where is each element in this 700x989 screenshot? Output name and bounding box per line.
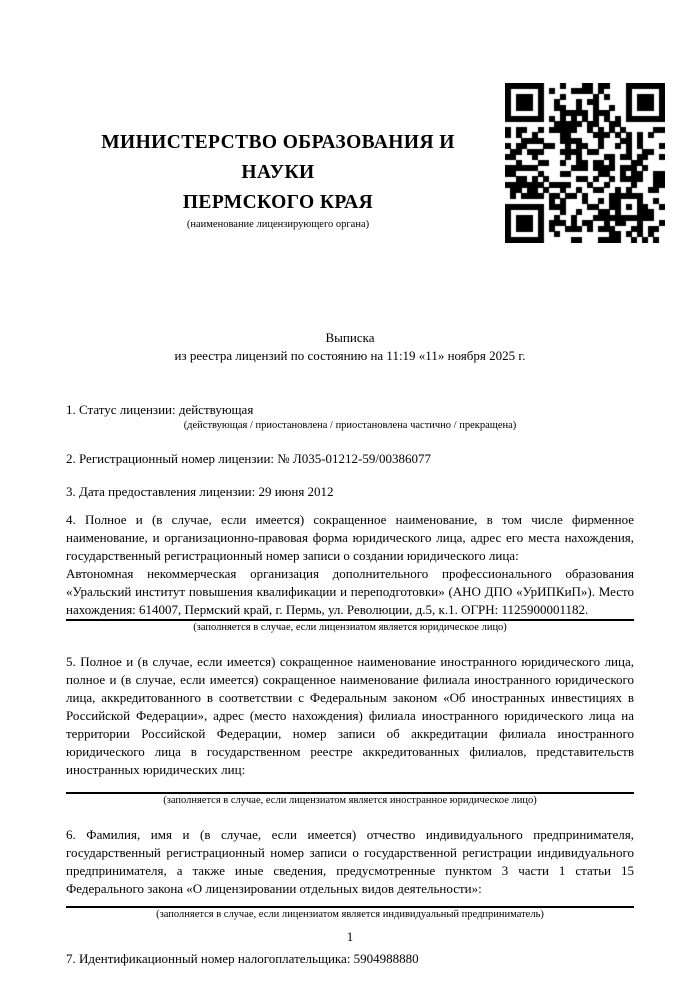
document-title-line1: Выписка <box>325 330 375 345</box>
item-6-text: 6. Фамилия, имя и (в случае, если имеется) отчество индивидуального предпринимателя, государственный регистрационный номер записи о государственной регистрации индивидуального предпринимателя, а также иные сведения, предусмотренные пунктом 3 части 1 статьи 15 Федерального закона «О лицензировании отдельных видов деятельности»: <box>66 827 634 896</box>
item-6-caption: (заполняется в случае, если лицензиатом является индивидуальный предприниматель) <box>156 909 544 920</box>
item-7-text: 7. Идентификационный номер налогоплательщика: 5904988880 <box>66 951 419 966</box>
item-1-text: 1. Статус лицензии: действующая <box>66 402 254 417</box>
item-5-caption: (заполняется в случае, если лицензиатом является иностранное юридическое лицо) <box>163 795 537 806</box>
ministry-name-line1: МИНИСТЕРСТВО ОБРАЗОВАНИЯ И НАУКИ <box>101 132 455 183</box>
document-content <box>66 0 634 968</box>
item-4-caption: (заполняется в случае, если лицензиатом является юридическое лицо) <box>193 622 507 633</box>
item-7-taxpayer-number <box>66 950 634 968</box>
item-5-text: 5. Полное и (в случае, если имеется) сокращенное наименование иностранного юридического лица, полное и (в случае, если имеется) сокращенное наименование филиала иностранного юридического лица, аккредитованного в соответствии с Федеральным законом «Об иностранных инвестициях в Российской Федерации», адрес (место нахождения) филиала иностранного юридического лица на территории Российской Федерации, номер записи об аккредитации филиала иностранного юридического лица в государственном реестре аккредитованных филиалов, представительств иностранных юридических лиц: <box>66 654 634 777</box>
item-6-individual-entrepreneur <box>66 826 634 922</box>
item-3-license-date <box>66 483 634 501</box>
document-title-line2: из реестра лицензий по состоянию на 11:19 «11» ноября 2025 г. <box>174 348 526 363</box>
item-2-registration-number <box>66 450 634 468</box>
item-4-text: 4. Полное и (в случае, если имеется) сокращенное наименование, в том числе фирменное наименование, и организационно-правовая форма юридического лица, адрес его места нахождения, государственный регистрационный номер записи о создании юридического лица: <box>66 512 634 563</box>
ministry-name-line2: ПЕРМСКОГО КРАЯ <box>182 192 374 213</box>
item-3-text: 3. Дата предоставления лицензии: 29 июня 2012 <box>66 484 334 499</box>
item-2-text: 2. Регистрационный номер лицензии: № Л035-01212-59/00386077 <box>66 451 432 466</box>
item-5-foreign-entity <box>66 653 634 808</box>
item-5-blank-field <box>66 779 634 792</box>
item-6-blank-field <box>66 898 634 906</box>
ministry-caption: (наименование лицензирующего органа) <box>186 219 370 230</box>
item-1-caption: (действующая / приостановлена / приостановлена частично / прекращена) <box>183 420 517 431</box>
page-number: 1 <box>346 929 354 944</box>
item-4-legal-entity-name <box>66 511 634 635</box>
item-1-license-status <box>66 401 634 433</box>
licensing-authority-header <box>66 128 490 232</box>
item-4-value: Автономная некоммерческая организация дополнительного профессионального образования «Уральский институт повышения квалификации и переподготовки» (АНО ДПО «УрИПКиП»). Место нахождения: 614007, Пермский край, г. Пермь, ул. Революции, д.5, к.1. ОГРН: 1125900001182. <box>66 566 634 617</box>
document-title <box>66 329 634 365</box>
